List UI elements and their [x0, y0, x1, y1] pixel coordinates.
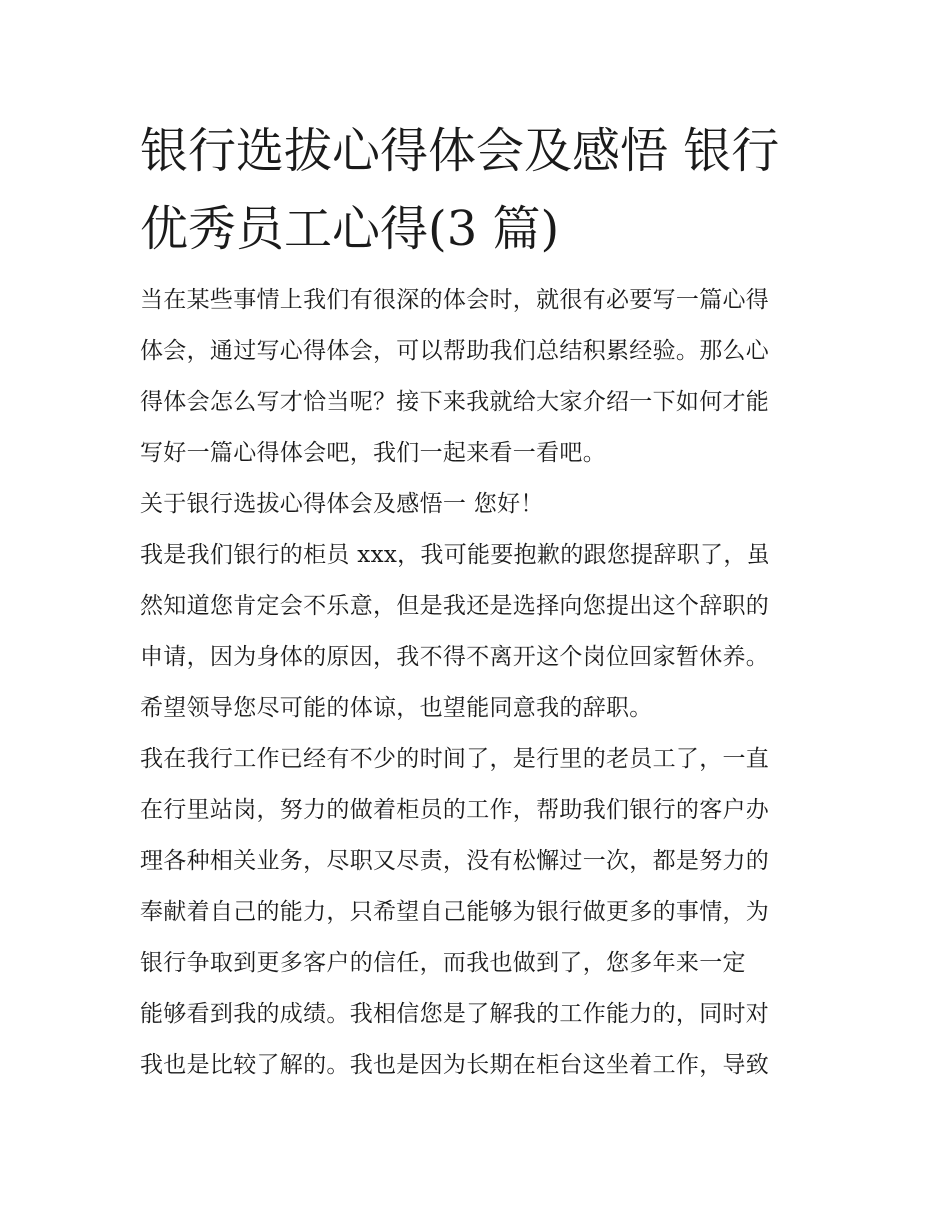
body-text — [140, 275, 830, 1091]
paragraph-line: 体会，通过写心得体会，可以帮助我们总结积累经验。那么心 — [140, 338, 770, 364]
paragraph-line: 当在某些事情上我们有很深的体会时，就很有必要写一篇心得 — [140, 287, 770, 313]
paragraph-line: 奉献着自己的能力，只希望自己能够为银行做更多的事情，为 — [140, 899, 770, 925]
title-line: 优秀员工心得(3 篇) — [140, 201, 560, 257]
paragraph-line: 我在我行工作已经有不少的时间了，是行里的老员工了，一直 — [140, 746, 770, 772]
paragraph-line: 能够看到我的成绩。我相信您是了解我的工作能力的，同时对 — [140, 1001, 770, 1027]
page-title — [140, 112, 830, 268]
title-line: 银行选拔心得体会及感悟 银行 — [140, 123, 780, 179]
paragraph-line: 我是我们银行的柜员 xxx，我可能要抱歉的跟您提辞职了，虽 — [140, 542, 770, 568]
paragraph-line: 在行里站岗，努力的做着柜员的工作，帮助我们银行的客户办 — [140, 797, 770, 823]
paragraph-line: 得体会怎么写才恰当呢？接下来我就给大家介绍一下如何才能 — [140, 389, 770, 415]
paragraph-line: 申请，因为身体的原因，我不得不离开这个岗位回家暂休养。 — [140, 644, 770, 670]
paragraph-line: 然知道您肯定会不乐意，但是我还是选择向您提出这个辞职的 — [140, 593, 770, 619]
paragraph-line: 写好一篇心得体会吧，我们一起来看一看吧。 — [140, 440, 606, 466]
paragraph-line: 希望领导您尽可能的体谅，也望能同意我的辞职。 — [140, 695, 653, 721]
paragraph-line: 我也是比较了解的。我也是因为长期在柜台这坐着工作，导致 — [140, 1052, 770, 1078]
paragraph-line: 理各种相关业务，尽职又尽责，没有松懈过一次，都是努力的 — [140, 848, 770, 874]
paragraph-line: 银行争取到更多客户的信任，而我也做到了，您多年来一定 — [140, 950, 746, 976]
paragraph-line: 关于银行选拔心得体会及感悟一 您好！ — [140, 491, 544, 517]
